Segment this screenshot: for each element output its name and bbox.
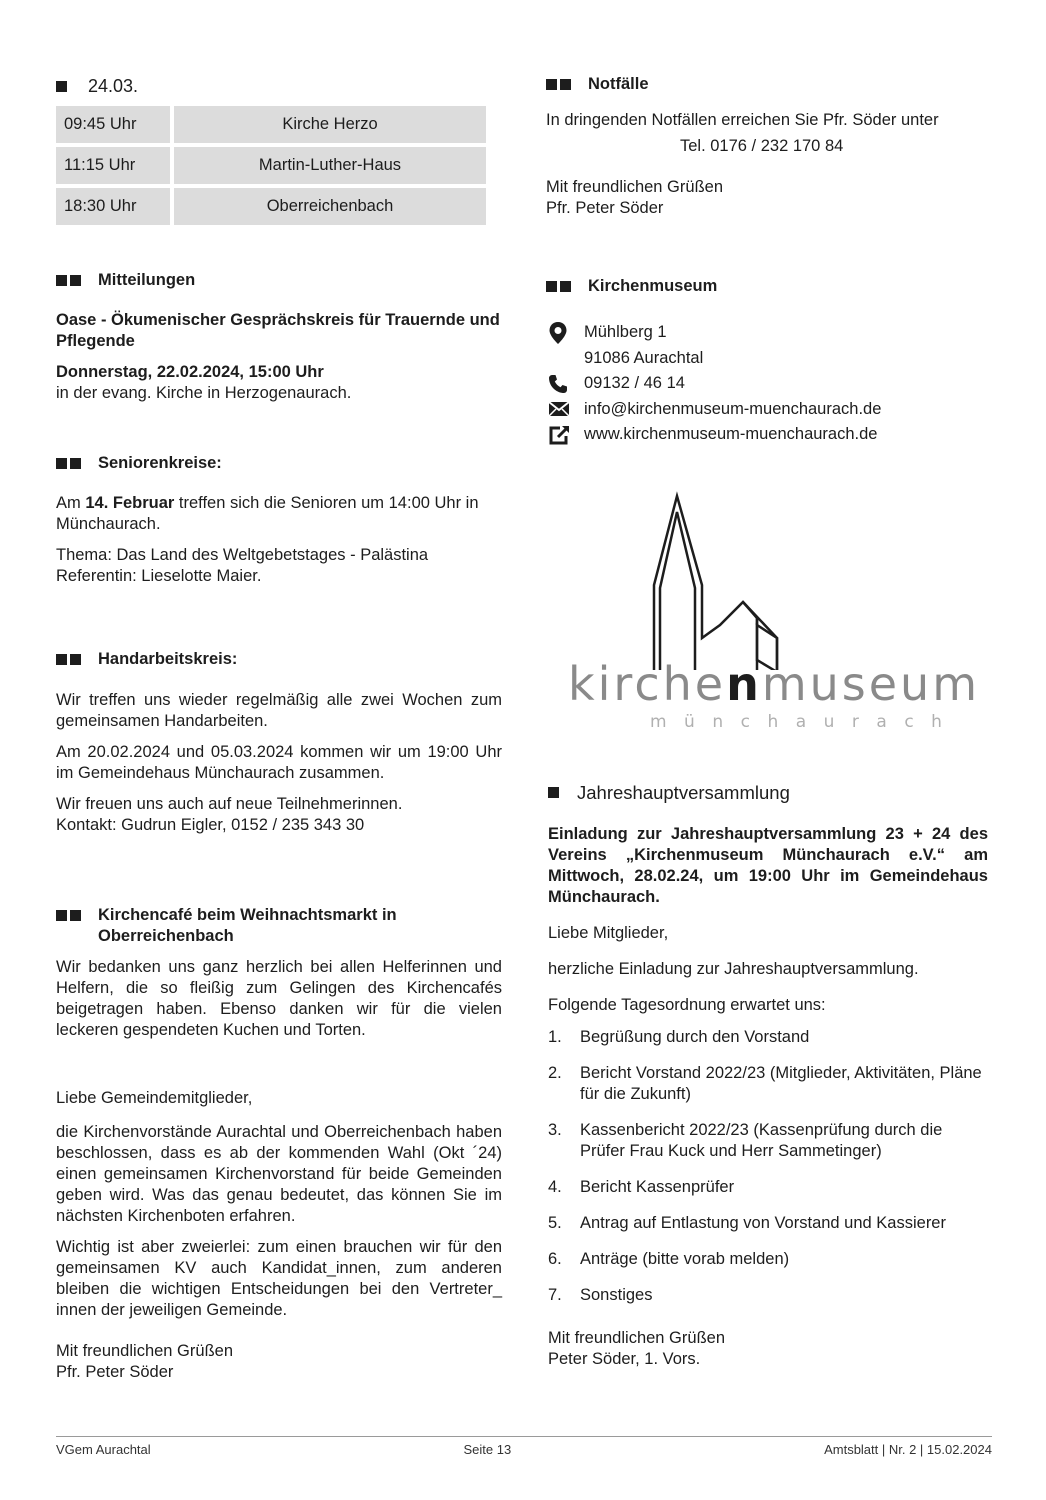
bullet-icon — [56, 81, 67, 92]
agenda-item: 3. Kassenbericht 2022/23 (Kassenprüfung durch die Prüfer Frau Kuck und Herr Sammetinger) — [548, 1121, 943, 1160]
notfaelle-phone: Tel. 0176 / 232 170 84 — [680, 137, 844, 155]
handarbeit-p2: Am 20.02.2024 und 05.03.2024 kommen wir um 19:00 Uhr im Gemeindehaus Münchaurach zusammen. — [56, 743, 502, 782]
jhv-signature: Peter Söder, 1. Vors. — [548, 1350, 701, 1368]
notfaelle-signature: Pfr. Peter Söder — [546, 199, 664, 217]
gemeinde-signature: Pfr. Peter Söder — [56, 1363, 174, 1381]
handarbeit-heading — [56, 649, 237, 670]
footer-left: VGem Aurachtal — [56, 1442, 151, 1457]
senioren-topic: Thema: Das Land des Weltgebetstages - Palästina — [56, 546, 429, 564]
museum-phone: 09132 / 46 14 — [584, 374, 685, 393]
page-footer — [56, 1436, 992, 1460]
gemeinde-letter — [56, 1088, 502, 1383]
web-row[interactable] — [548, 422, 988, 448]
agenda-list — [548, 1027, 988, 1306]
double-bullet-icon — [546, 276, 574, 292]
jhv-greeting: Liebe Mitglieder, — [548, 924, 669, 942]
museum-city: 91086 Aurachtal — [584, 348, 704, 367]
city-row — [548, 346, 988, 372]
schedule-time: 18:30 Uhr — [56, 188, 170, 225]
museum-web[interactable]: www.kirchenmuseum-muenchaurach.de — [584, 425, 878, 444]
museum-logo — [560, 490, 981, 740]
location-pin-icon — [548, 322, 574, 344]
date-heading — [56, 76, 138, 97]
handarbeit-p1: Wir treffen uns wieder regelmäßig alle zwei Wochen zum gemeinsamen Handarbeiten. — [56, 691, 502, 730]
schedule-row — [56, 188, 486, 225]
spacer — [548, 347, 574, 369]
kirchencafe-body — [56, 957, 502, 1041]
notfaelle-text: In dringenden Notfällen erreichen Sie Pfr. Söder unter — [546, 111, 939, 129]
jhv-invite: Einladung zur Jahreshauptversammlung 23 + 24 des Vereins „Kirchenmuseum Münchaurach e.V.“ am Mittwoch, 28.02.24, um 19:00 Uhr im Gemeindehaus Münchaurach. — [548, 825, 988, 906]
schedule-row — [56, 147, 486, 184]
agenda-item: 1. Begrüßung durch den Vorstand — [548, 1028, 810, 1046]
senioren-heading — [56, 453, 222, 474]
museum-contact — [548, 320, 988, 448]
church-outline-icon — [560, 490, 970, 670]
jhv-p2: Folgende Tagesordnung erwartet uns: — [548, 996, 826, 1014]
bullet-icon — [548, 787, 559, 798]
logo-wordmark: kirchenmuseum — [568, 657, 981, 711]
senioren-speaker: Referentin: Lieselotte Maier. — [56, 567, 262, 585]
footer-page-number: Seite 13 — [463, 1442, 512, 1457]
handarbeit-p3: Wir freuen uns auch auf neue Teilnehmerinnen. — [56, 795, 403, 813]
double-bullet-icon — [56, 905, 84, 921]
museum-street: Mühlberg 1 — [584, 323, 667, 342]
mitteilungen-date: Donnerstag, 22.02.2024, 15:00 Uhr — [56, 363, 324, 381]
schedule-place: Martin-Luther-Haus — [174, 147, 486, 184]
mitteilungen-title: Oase - Ökumenischer Gesprächskreis für Trauernde und Pflegende — [56, 311, 500, 350]
phone-row — [548, 371, 988, 397]
footer-right: Amtsblatt | Nr. 2 | 15.02.2024 — [824, 1442, 992, 1457]
gemeinde-greeting: Liebe Gemeindemitglieder, — [56, 1089, 253, 1107]
senioren-p1: Am 14. Februar treffen sich die Senioren um 14:00 Uhr in Münchaurach. — [56, 494, 479, 533]
agenda-item: 4. Bericht Kassenprüfer — [548, 1178, 735, 1196]
kirchencafe-p1: Wir bedanken uns ganz herzlich bei allen Helferinnen und Helfern, die so fleißig zum Gelingen des Kirchencafés beigetragen haben. Ebenso danken wir für die vielen leckeren gespendeten Kuchen und Torten. — [56, 958, 502, 1039]
handarbeit-contact: Kontakt: Gudrun Eigler, 0152 / 235 343 30 — [56, 816, 365, 834]
kirchencafe-heading — [56, 905, 502, 947]
jhv-p1: herzliche Einladung zur Jahreshauptversammlung. — [548, 960, 919, 978]
schedule-row — [56, 106, 486, 143]
logo-subtitle: münchaurach — [650, 712, 960, 732]
heading-text: Kirchenmuseum — [588, 277, 718, 295]
jhv-closing: Mit freundlichen Grüßen — [548, 1329, 725, 1347]
gemeinde-closing: Mit freundlichen Grüßen — [56, 1342, 233, 1360]
mitteilungen-location: in der evang. Kirche in Herzogenaurach. — [56, 384, 352, 402]
mitteilungen-heading — [56, 270, 195, 291]
envelope-icon — [548, 398, 574, 420]
gemeinde-p1: die Kirchenvorstände Aurachtal und Oberreichenbach haben beschlossen, dass es ab der kommenden Wahl (Okt ´24) einen gemeinsamen Kirchenvorstand für beide Gemeinden geben wird. Was das genau bedeutet, das können Sie im nächsten Kirchenboten erfahren. — [56, 1123, 502, 1225]
heading-text: Seniorenkreise: — [98, 454, 222, 472]
email-row[interactable] — [548, 397, 988, 423]
schedule-place: Oberreichenbach — [174, 188, 486, 225]
senioren-body — [56, 493, 502, 587]
notfaelle-closing: Mit freundlichen Grüßen — [546, 178, 723, 196]
agenda-item: 2. Bericht Vorstand 2022/23 (Mitglieder, Aktivitäten, Pläne für die Zukunft) — [548, 1064, 982, 1103]
schedule-time: 09:45 Uhr — [56, 106, 170, 143]
double-bullet-icon — [56, 453, 84, 469]
schedule-place: Kirche Herzo — [174, 106, 486, 143]
museum-email[interactable]: info@kirchenmuseum-muenchaurach.de — [584, 399, 882, 418]
heading-text: Kirchencafé beim Weihnachtsmarkt in Oberreichenbach — [98, 906, 397, 945]
mitteilungen-body — [56, 310, 502, 404]
notfaelle-heading — [546, 74, 649, 95]
double-bullet-icon — [56, 270, 84, 286]
jhv-heading — [548, 782, 790, 803]
agenda-item: 6. Anträge (bitte vorab melden) — [548, 1250, 790, 1268]
schedule-table — [56, 106, 486, 229]
handarbeit-body — [56, 690, 502, 836]
date-heading-text: 24.03. — [88, 76, 139, 96]
agenda-item: 5. Antrag auf Entlastung von Vorstand und Kassierer — [548, 1214, 946, 1232]
notfaelle-body — [546, 110, 992, 219]
heading-text: Handarbeitskreis: — [98, 650, 238, 668]
phone-icon — [548, 373, 574, 395]
agenda-item: 7. Sonstiges — [548, 1286, 653, 1304]
heading-text: Notfälle — [588, 75, 649, 93]
heading-text: Jahreshauptversammlung — [577, 782, 790, 803]
museum-heading — [546, 276, 717, 297]
address-row — [548, 320, 988, 346]
gemeinde-p2: Wichtig ist aber zweierlei: zum einen brauchen wir für den gemeinsamen KV auch Kandidat_innen, zum anderen bleiben die wichtigen Entscheidungen bei den Vertreter_ innen der jeweiligen Gemeinde. — [56, 1238, 502, 1319]
schedule-time: 11:15 Uhr — [56, 147, 170, 184]
heading-text: Mitteilungen — [98, 271, 196, 289]
jhv-body — [548, 824, 988, 1370]
double-bullet-icon — [56, 649, 84, 665]
external-link-icon — [548, 424, 574, 446]
double-bullet-icon — [546, 74, 574, 90]
